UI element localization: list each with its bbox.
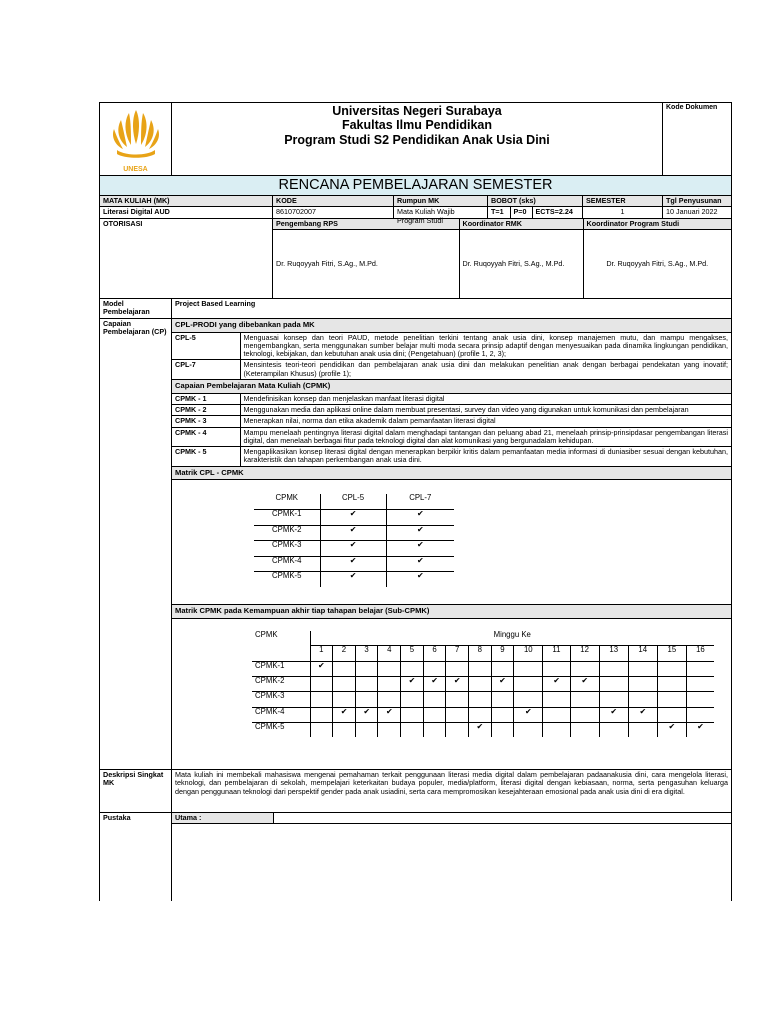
matrix-sub-empty-cell: [514, 676, 543, 691]
matrix-sub-empty-cell: [446, 707, 469, 722]
cpl-code: CPL-7: [172, 360, 240, 380]
cpmk-code: CPMK - 1: [172, 393, 240, 404]
rumpun-value: [394, 207, 488, 225]
check-icon: ✔: [320, 556, 386, 572]
matrix-sub-empty-cell: [468, 707, 491, 722]
matrix-sub-row-label: CPMK-1: [252, 661, 310, 676]
pustaka-content: [172, 813, 732, 902]
matrix-sub-empty-cell: [686, 692, 714, 707]
check-icon: ✔: [320, 541, 386, 557]
kode-label: KODE: [273, 196, 394, 207]
matrix-sub-table: [252, 631, 714, 737]
check-icon: ✔: [333, 707, 356, 722]
rumpun-value-text: Mata Kuliah Wajib Program Studi: [397, 207, 455, 225]
check-icon: ✔: [320, 572, 386, 587]
matrix-sub-cell: [172, 619, 731, 770]
check-icon: ✔: [355, 707, 378, 722]
matrix-sub-empty-cell: [514, 661, 543, 676]
otorisasi-header-table: [273, 219, 731, 229]
check-icon: ✔: [468, 722, 491, 737]
matrix-sub-empty-cell: [401, 707, 424, 722]
matrix-sub-empty-cell: [543, 722, 570, 737]
check-icon: ✔: [386, 525, 454, 541]
matrix-sub-empty-cell: [686, 676, 714, 691]
cpl-text: Menguasai konsep dan teori PAUD, metode penelitian terkini tentang anak usia dini, konsep manajemen mutu, dan mampu mengakses, mengembangkan, serta menggunakan sumber belajar multi moda secara prinsip adaptif dengan menyesuaikan pada dinamika lingkungan pendidikan, teknologi, kebijakan, dan kebutuhan anak usia dini; (Pengetahuan) (profile 1, 2, 3);: [240, 332, 731, 360]
week-number: 10: [514, 646, 543, 661]
matrix-sub-empty-cell: [446, 661, 469, 676]
matrix-sub-title: Matrik CPMK pada Kemampuan akhir tiap tahapan belajar (Sub-CPMK): [172, 605, 731, 619]
matrix-sub-row-label: CPMK-5: [252, 722, 310, 737]
check-icon: ✔: [320, 525, 386, 541]
otorisasi-header-cell: [273, 218, 732, 229]
matrix-sub-empty-cell: [378, 661, 401, 676]
matrix-sub-empty-cell: [423, 692, 446, 707]
matrix-sub-empty-cell: [628, 661, 657, 676]
pengembang-name: Dr. Ruqoyyah Fitri, S.Ag., M.Pd.: [273, 230, 459, 298]
header-row: [100, 103, 732, 176]
cpl-code: CPL-5: [172, 332, 240, 360]
week-number: 2: [333, 646, 356, 661]
week-number: 6: [423, 646, 446, 661]
cpmk-row: [172, 447, 731, 467]
matrix-sub-empty-cell: [491, 722, 514, 737]
matrix-sub-empty-cell: [514, 692, 543, 707]
matrix-sub-empty-cell: [333, 676, 356, 691]
cpmk-code: CPMK - 4: [172, 427, 240, 447]
matrix-sub-empty-cell: [423, 722, 446, 737]
otorisasi-sign-table: [273, 230, 731, 298]
matrix-sub-empty-cell: [491, 692, 514, 707]
check-icon: ✔: [378, 707, 401, 722]
check-icon: ✔: [401, 676, 424, 691]
matrix-sub-empty-cell: [310, 707, 333, 722]
matrix-sub-empty-cell: [446, 692, 469, 707]
institution-block: [172, 103, 663, 176]
koordinator-prodi-name: Dr. Ruqoyyah Fitri, S.Ag., M.Pd.: [583, 230, 731, 298]
matrix-sub-empty-cell: [570, 722, 599, 737]
faculty-name: Fakultas Ilmu Pendidikan: [341, 118, 493, 133]
semester-value: 1: [583, 207, 663, 218]
week-number: 15: [657, 646, 686, 661]
cp-inner-table: [172, 319, 731, 769]
tgl-value: 10 Januari 2022: [663, 207, 732, 218]
matrix-sub-row-label: CPMK-2: [252, 676, 310, 691]
cpmk-row: [172, 427, 731, 447]
matrix-cpl-row: [172, 480, 731, 605]
check-icon: ✔: [386, 572, 454, 587]
cpmk-text: Mengaplikasikan konsep literasi digital dengan menerapkan berpikir kritis dalam pemanfaatan media informasi di duniasiber sesuai dengan kebutuhan, karakteristik dan tahapan perkembangan anak usia dini.: [240, 447, 731, 467]
check-icon: ✔: [310, 661, 333, 676]
matrix-sub-empty-cell: [628, 676, 657, 691]
week-number: 5: [401, 646, 424, 661]
matrix-sub-empty-cell: [355, 692, 378, 707]
matrix-sub-data-row: [252, 692, 714, 707]
matrix-sub-empty-cell: [491, 707, 514, 722]
doc-code-label: Kode Dokumen: [666, 104, 718, 111]
matrix-sub-row: [172, 619, 731, 770]
matrix-sub-empty-cell: [599, 722, 628, 737]
matrix-cpl-title: Matrik CPL - CPMK: [172, 466, 731, 480]
doc-code-cell: [663, 103, 732, 176]
tgl-label: Tgl Penyusunan: [663, 196, 732, 207]
cpmk-row: [172, 393, 731, 404]
cp-content: [172, 318, 732, 769]
pustaka-inner-table: [172, 813, 731, 824]
otorisasi-sign-cell: [273, 229, 732, 298]
rps-document: [99, 102, 731, 901]
cpl-text: Mensintesis teori-teori pendidikan dan pembelajaran anak usia dini dan melakukan penelitian anak dengan berbagai pendekatan yang inovatif; (Keterampilan Khusus) (profile 1);: [240, 360, 731, 380]
pustaka-row: [100, 813, 732, 902]
check-icon: ✔: [628, 707, 657, 722]
week-number: 13: [599, 646, 628, 661]
cpmk-text: Mendefinisikan konsep dan menjelaskan manfaat literasi digital: [240, 393, 731, 404]
cpl-row: [172, 332, 731, 360]
matrix-cpl-row-label: CPMK-5: [254, 572, 320, 587]
matrix-sub-empty-cell: [543, 661, 570, 676]
pustaka-label: Pustaka: [100, 813, 172, 902]
check-icon: ✔: [514, 707, 543, 722]
matrix-sub-empty-cell: [310, 676, 333, 691]
cpmk-code: CPMK - 3: [172, 416, 240, 427]
matrix-sub-empty-cell: [570, 661, 599, 676]
matrix-cpl-header: CPMK: [254, 494, 320, 509]
matrix-cpl-header: CPL-7: [386, 494, 454, 509]
koordinator-prodi-label: Koordinator Program Studi: [583, 219, 731, 229]
koordinator-rmk-name: Dr. Ruqoyyah Fitri, S.Ag., M.Pd.: [459, 230, 583, 298]
check-icon: ✔: [386, 541, 454, 557]
cpmk-text: Mampu menelaah pentingnya literasi digital dalam menghadapi tantangan dan peluang abad 21, menelaah prinsip-prinsipdasar pengembangan literasi digital, dan menelaah berbagai fitur pada teknologi digital dan alat komunikasi yang bergunadalam kehidupan.: [240, 427, 731, 447]
week-number: 4: [378, 646, 401, 661]
matrix-sub-empty-cell: [423, 661, 446, 676]
pengembang-label: Pengembang RPS: [273, 219, 459, 229]
program-name: Program Studi S2 Pendidikan Anak Usia Dini: [284, 132, 550, 147]
matrix-sub-cpmk-header: CPMK: [252, 631, 310, 661]
cpmk-row: [172, 416, 731, 427]
matrix-sub-empty-cell: [333, 722, 356, 737]
matrix-sub-empty-cell: [446, 722, 469, 737]
bobot-inner-table: [488, 207, 582, 217]
matrix-sub-empty-cell: [599, 692, 628, 707]
matrix-sub-empty-cell: [686, 707, 714, 722]
matrix-sub-empty-cell: [378, 692, 401, 707]
matrix-sub-empty-cell: [333, 692, 356, 707]
matrix-sub-empty-cell: [355, 661, 378, 676]
bobot-value: [488, 207, 583, 218]
course-info-value-row: [100, 207, 732, 218]
matrix-sub-data-row: [252, 707, 714, 722]
matrix-sub-empty-cell: [378, 676, 401, 691]
p-value: P=0: [510, 207, 532, 217]
rumpun-label: Rumpun MK: [394, 196, 488, 207]
matrix-sub-data-row: [252, 722, 714, 737]
title-row: [100, 176, 732, 196]
cpmk-row: [172, 404, 731, 415]
week-number: 1: [310, 646, 333, 661]
cpmk-code: CPMK - 2: [172, 404, 240, 415]
check-icon: ✔: [423, 676, 446, 691]
matrix-sub-empty-cell: [657, 707, 686, 722]
week-number: 16: [686, 646, 714, 661]
matrix-cpl-data-row: [254, 525, 454, 541]
matrix-sub-empty-cell: [570, 707, 599, 722]
university-name: Universitas Negeri Surabaya: [332, 104, 502, 118]
check-icon: ✔: [386, 556, 454, 572]
matrix-cpl-data-row: [254, 509, 454, 525]
matrix-cpl-table: [254, 494, 454, 587]
t-value: T=1: [488, 207, 510, 217]
matrix-sub-empty-cell: [686, 661, 714, 676]
matrix-sub-empty-cell: [543, 707, 570, 722]
matrix-sub-week-header: Minggu Ke: [310, 631, 714, 646]
check-icon: ✔: [686, 722, 714, 737]
cpmk-text: Menerapkan nilai, norma dan etika akademik dalam pemanfaatan literasi digital: [240, 416, 731, 427]
logo-text: UNESA: [123, 166, 148, 174]
pustaka-utama-label: Utama :: [172, 813, 273, 824]
matrix-sub-empty-cell: [401, 661, 424, 676]
matrix-sub-empty-cell: [599, 661, 628, 676]
cpmk-text: Menggunakan media dan aplikasi online dalam membuat presentasi, survey dan video yang digunakan untuk komunikasi dan pembelajaran: [240, 404, 731, 415]
rps-table: [99, 102, 732, 901]
model-label: Model Pembelajaran: [100, 298, 172, 318]
check-icon: ✔: [446, 676, 469, 691]
matrix-sub-data-row: [252, 661, 714, 676]
deskripsi-label: Deskripsi Singkat MK: [100, 770, 172, 813]
week-number: 7: [446, 646, 469, 661]
week-number: 11: [543, 646, 570, 661]
check-icon: ✔: [657, 722, 686, 737]
week-number: 14: [628, 646, 657, 661]
matrix-sub-empty-cell: [355, 676, 378, 691]
matrix-sub-empty-cell: [599, 676, 628, 691]
model-value: Project Based Learning: [172, 298, 732, 318]
check-icon: ✔: [570, 676, 599, 691]
week-number: 3: [355, 646, 378, 661]
koordinator-rmk-label: Koordinator RMK: [459, 219, 583, 229]
check-icon: ✔: [599, 707, 628, 722]
rps-title: RENCANA PEMBELAJARAN SEMESTER: [100, 176, 732, 196]
matrix-sub-empty-cell: [657, 676, 686, 691]
logo-cell: [100, 103, 172, 176]
week-number: 8: [468, 646, 491, 661]
matrix-sub-empty-cell: [423, 707, 446, 722]
matrix-sub-empty-cell: [657, 692, 686, 707]
matrix-sub-empty-cell: [378, 722, 401, 737]
matrix-sub-empty-cell: [355, 722, 378, 737]
kode-value: 8610702007: [273, 207, 394, 218]
course-info-header-row: [100, 196, 732, 207]
model-row: [100, 298, 732, 318]
matrix-cpl-row-label: CPMK-3: [254, 541, 320, 557]
matrix-cpl-data-row: [254, 541, 454, 557]
cpmk-header: Capaian Pembelajaran Mata Kuliah (CPMK): [172, 379, 731, 393]
matrix-sub-empty-cell: [628, 722, 657, 737]
semester-label: SEMESTER: [583, 196, 663, 207]
matrix-sub-row-label: CPMK-3: [252, 692, 310, 707]
mk-label: MATA KULIAH (MK): [100, 196, 273, 207]
cp-label: [100, 318, 172, 769]
matrix-sub-empty-cell: [310, 722, 333, 737]
matrix-sub-empty-cell: [628, 692, 657, 707]
matrix-sub-empty-cell: [468, 676, 491, 691]
mk-value: Literasi Digital AUD: [100, 207, 273, 218]
matrix-sub-row-label: CPMK-4: [252, 707, 310, 722]
cpmk-code: CPMK - 5: [172, 447, 240, 467]
matrix-cpl-header: CPL-5: [320, 494, 386, 509]
pustaka-utama-value: [273, 813, 731, 824]
matrix-cpl-data-row: [254, 572, 454, 587]
ects-value: ECTS=2.24: [532, 207, 582, 217]
cp-label-text: Capaian Pembelajaran (CP): [103, 318, 167, 337]
matrix-cpl-row-label: CPMK-4: [254, 556, 320, 572]
bobot-label: BOBOT (sks): [488, 196, 583, 207]
matrix-cpl-cell: [172, 480, 731, 605]
matrix-sub-empty-cell: [468, 692, 491, 707]
check-icon: ✔: [543, 676, 570, 691]
unesa-logo-icon: [107, 104, 165, 170]
check-icon: ✔: [386, 509, 454, 525]
check-icon: ✔: [491, 676, 514, 691]
matrix-sub-empty-cell: [514, 722, 543, 737]
check-icon: ✔: [320, 509, 386, 525]
matrix-sub-empty-cell: [657, 661, 686, 676]
cp-row: [100, 318, 732, 769]
deskripsi-text: Mata kuliah ini membekali mahasiswa mengenai pemahaman terkait penggunaan literasi media digital dalam pembelajaran padaanakusia dini, cara mengelola literasi, teknologi, dan pembelajaran di sekolah, mempelajari keterkaitan budaya populer, media/platform, literasi digital dengan kebiasaan, norma, serta pengasuhan keluarga dengan penggunaan teknologi dari perspektif gender pada anak usiadini, serta cara mempromosikan kesejahteraan emosional pada anak usia dini di era digital.: [172, 770, 732, 813]
week-number: 12: [570, 646, 599, 661]
matrix-sub-empty-cell: [401, 722, 424, 737]
matrix-sub-data-row: [252, 676, 714, 691]
otorisasi-label: OTORISASI: [100, 218, 273, 298]
matrix-sub-empty-cell: [333, 661, 356, 676]
matrix-sub-empty-cell: [570, 692, 599, 707]
matrix-cpl-row-label: CPMK-2: [254, 525, 320, 541]
matrix-cpl-row-label: CPMK-1: [254, 509, 320, 525]
deskripsi-row: [100, 770, 732, 813]
matrix-sub-empty-cell: [310, 692, 333, 707]
matrix-sub-empty-cell: [491, 661, 514, 676]
week-number: 9: [491, 646, 514, 661]
matrix-sub-empty-cell: [468, 661, 491, 676]
matrix-sub-empty-cell: [543, 692, 570, 707]
matrix-cpl-data-row: [254, 556, 454, 572]
cpl-row: [172, 360, 731, 380]
cpl-header: CPL-PRODI yang dibebankan pada MK: [172, 319, 731, 332]
matrix-sub-empty-cell: [401, 692, 424, 707]
